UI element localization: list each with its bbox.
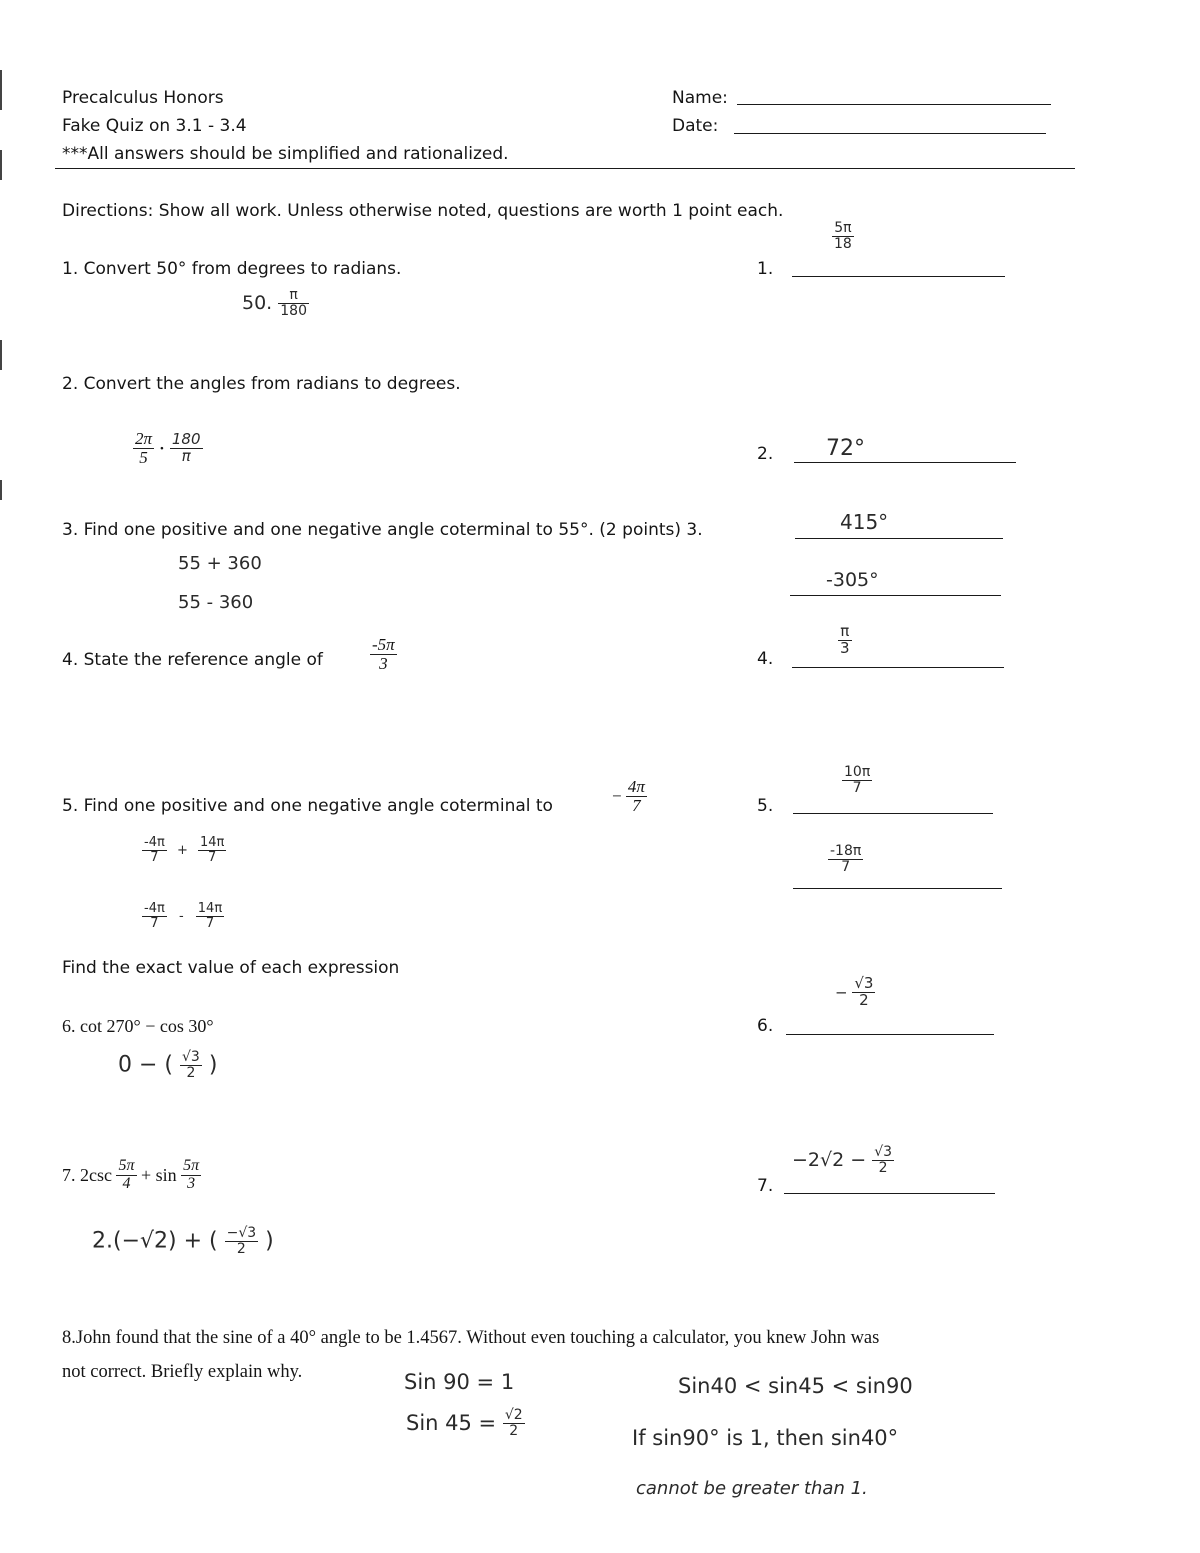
work-5a-second-denominator: 7 (208, 849, 217, 865)
answer-5a-denominator: 7 (852, 779, 862, 796)
work-6-suffix: ) (208, 1052, 218, 1078)
answer-number-6: 6. (757, 1016, 774, 1036)
answer-5a (842, 765, 872, 795)
question-7 (62, 1158, 201, 1193)
name-field-line[interactable] (737, 104, 1051, 105)
work-6-numerator: √3 (182, 1049, 200, 1065)
work-5b-first-numerator: -4π (144, 901, 165, 916)
work-7 (92, 1226, 274, 1256)
work-2-fraction-denominator: 5 (139, 447, 148, 467)
answer-1-numerator: 5π (832, 221, 854, 237)
work-6-denominator: 2 (186, 1064, 196, 1081)
question-4-fraction-numerator: -5π (372, 635, 395, 654)
course-title: Precalculus Honors (62, 88, 224, 108)
work-1-numerator: π (278, 288, 309, 304)
answer-3b: -305° (826, 569, 879, 591)
work-8-line-2-prefix: Sin 45 = (406, 1411, 497, 1436)
work-5a (142, 836, 226, 864)
answer-7-prefix: −2√2 − (792, 1149, 867, 1172)
answer-6-denominator: 2 (859, 990, 869, 1009)
answer-line-6[interactable] (786, 1034, 994, 1035)
work-2-factor-numerator: 180 (171, 430, 201, 449)
answer-line-4[interactable] (792, 667, 1004, 668)
answer-3a: 415° (840, 510, 889, 534)
work-5a-first-denominator: 7 (150, 849, 159, 865)
question-7-middle: + sin (141, 1164, 177, 1185)
date-label: Date: (672, 116, 719, 136)
answer-5b-numerator: -18π (830, 843, 862, 859)
work-3a: 55 + 360 (178, 553, 262, 574)
question-2: 2. Convert the angles from radians to degrees. (62, 374, 461, 394)
question-4: 4. State the reference angle of (62, 650, 323, 670)
question-5-fraction-numerator: 4π (627, 777, 645, 796)
answer-line-1[interactable] (792, 276, 1005, 277)
question-3: 3. Find one positive and one negative angle coterminal to 55°. (2 points) 3. (62, 520, 703, 540)
scan-margin-mark (0, 150, 2, 180)
scan-margin-mark (0, 480, 2, 500)
work-8-line-5: cannot be greater than 1. (636, 1478, 868, 1499)
answer-number-2: 2. (757, 444, 774, 464)
question-8-line-2: not correct. Briefly explain why. (62, 1362, 303, 1382)
work-8-line-3: Sin40 < sin45 < sin90 (678, 1374, 913, 1398)
question-4-fraction-denominator: 3 (379, 653, 388, 673)
answer-6-numerator: √3 (854, 974, 874, 992)
question-6: 6. cot 270° − cos 30° (62, 1016, 214, 1036)
answer-4-numerator: π (838, 624, 852, 641)
answer-5b (828, 844, 863, 874)
work-1-denominator: 180 (280, 302, 307, 319)
question-5-fraction-denominator: 7 (632, 795, 641, 815)
work-2-factor-denominator: π (181, 446, 191, 465)
directions: Directions: Show all work. Unless otherwise noted, questions are worth 1 point each. (62, 201, 784, 221)
work-5a-first-numerator: -4π (144, 835, 165, 850)
answer-7-numerator: √3 (874, 1144, 893, 1160)
answer-number-5: 5. (757, 796, 774, 816)
answer-7 (792, 1145, 894, 1175)
answer-4-denominator: 3 (840, 638, 850, 657)
answer-number-4: 4. (757, 649, 774, 669)
question-7-first-numerator: 5π (118, 1157, 135, 1174)
header-divider (55, 168, 1075, 169)
answer-5a-numerator: 10π (844, 764, 871, 780)
date-field-line[interactable] (734, 133, 1046, 134)
question-8-line-1: 8.John found that the sine of a 40° angle to be 1.4567. Without even touching a calculator, you knew John was (62, 1328, 880, 1348)
work-6-prefix: 0 − ( (118, 1052, 173, 1078)
work-5b-second-numerator: 14π (197, 901, 223, 916)
scan-margin-mark (0, 70, 2, 110)
work-8-line-2-numerator: √2 (504, 1407, 523, 1423)
quiz-title: Fake Quiz on 3.1 - 3.4 (62, 116, 247, 136)
work-7-denominator: 2 (236, 1240, 246, 1257)
work-7-suffix: ) (265, 1228, 274, 1254)
scan-margin-mark (0, 340, 2, 370)
question-7-second-denominator: 3 (187, 1174, 196, 1192)
name-label: Name: (672, 88, 728, 108)
work-1 (242, 288, 309, 318)
answer-1-denominator: 18 (834, 235, 852, 252)
work-5b-first-denominator: 7 (150, 915, 159, 931)
work-5a-operator: + (176, 842, 188, 858)
work-2 (133, 430, 203, 467)
work-2-fraction-numerator: 2π (135, 429, 153, 448)
question-4-fraction (370, 636, 397, 673)
question-5-fraction (612, 778, 647, 815)
work-1-coefficient: 50. (242, 292, 273, 315)
answer-number-1: 1. (757, 259, 774, 279)
section-heading: Find the exact value of each expression (62, 958, 400, 978)
answer-6-minus: − (835, 983, 848, 1002)
answer-5b-denominator: 7 (841, 858, 851, 875)
answer-line-3a[interactable] (795, 538, 1003, 539)
question-7-first-denominator: 4 (122, 1174, 131, 1192)
answer-line-5b[interactable] (793, 888, 1002, 889)
work-5a-second-numerator: 14π (199, 835, 225, 850)
work-5b-second-denominator: 7 (205, 915, 215, 931)
work-8-line-2 (406, 1408, 525, 1438)
work-6 (118, 1050, 217, 1080)
question-5-minus: − (612, 786, 622, 806)
question-1: 1. Convert 50° from degrees to radians. (62, 259, 402, 279)
answer-1 (832, 221, 854, 251)
answer-line-3b[interactable] (790, 595, 1001, 596)
answer-line-7[interactable] (784, 1193, 995, 1194)
answer-7-denominator: 2 (878, 1159, 888, 1176)
work-8-line-1: Sin 90 = 1 (404, 1370, 515, 1394)
answer-number-7: 7. (757, 1176, 774, 1196)
answer-line-5a[interactable] (793, 813, 993, 814)
work-5b (142, 902, 224, 930)
question-7-second-numerator: 5π (183, 1157, 200, 1174)
work-7-prefix: 2.(−√2) + ( (92, 1228, 218, 1254)
answer-6 (835, 976, 875, 1009)
work-7-numerator: −√3 (226, 1225, 257, 1241)
work-2-dot: · (158, 435, 166, 461)
question-7-label: 7. 2csc (62, 1164, 112, 1185)
work-3b: 55 - 360 (178, 592, 254, 613)
simplify-note: ***All answers should be simplified and rationalized. (62, 144, 509, 164)
question-5: 5. Find one positive and one negative angle coterminal to (62, 796, 553, 816)
work-8-line-4: If sin90° is 1, then sin40° (632, 1426, 899, 1450)
work-8-line-2-denominator: 2 (509, 1422, 519, 1439)
answer-line-2[interactable] (794, 462, 1016, 463)
answer-2: 72° (826, 436, 865, 461)
work-5b-operator: - (178, 908, 184, 924)
answer-4 (838, 624, 852, 657)
